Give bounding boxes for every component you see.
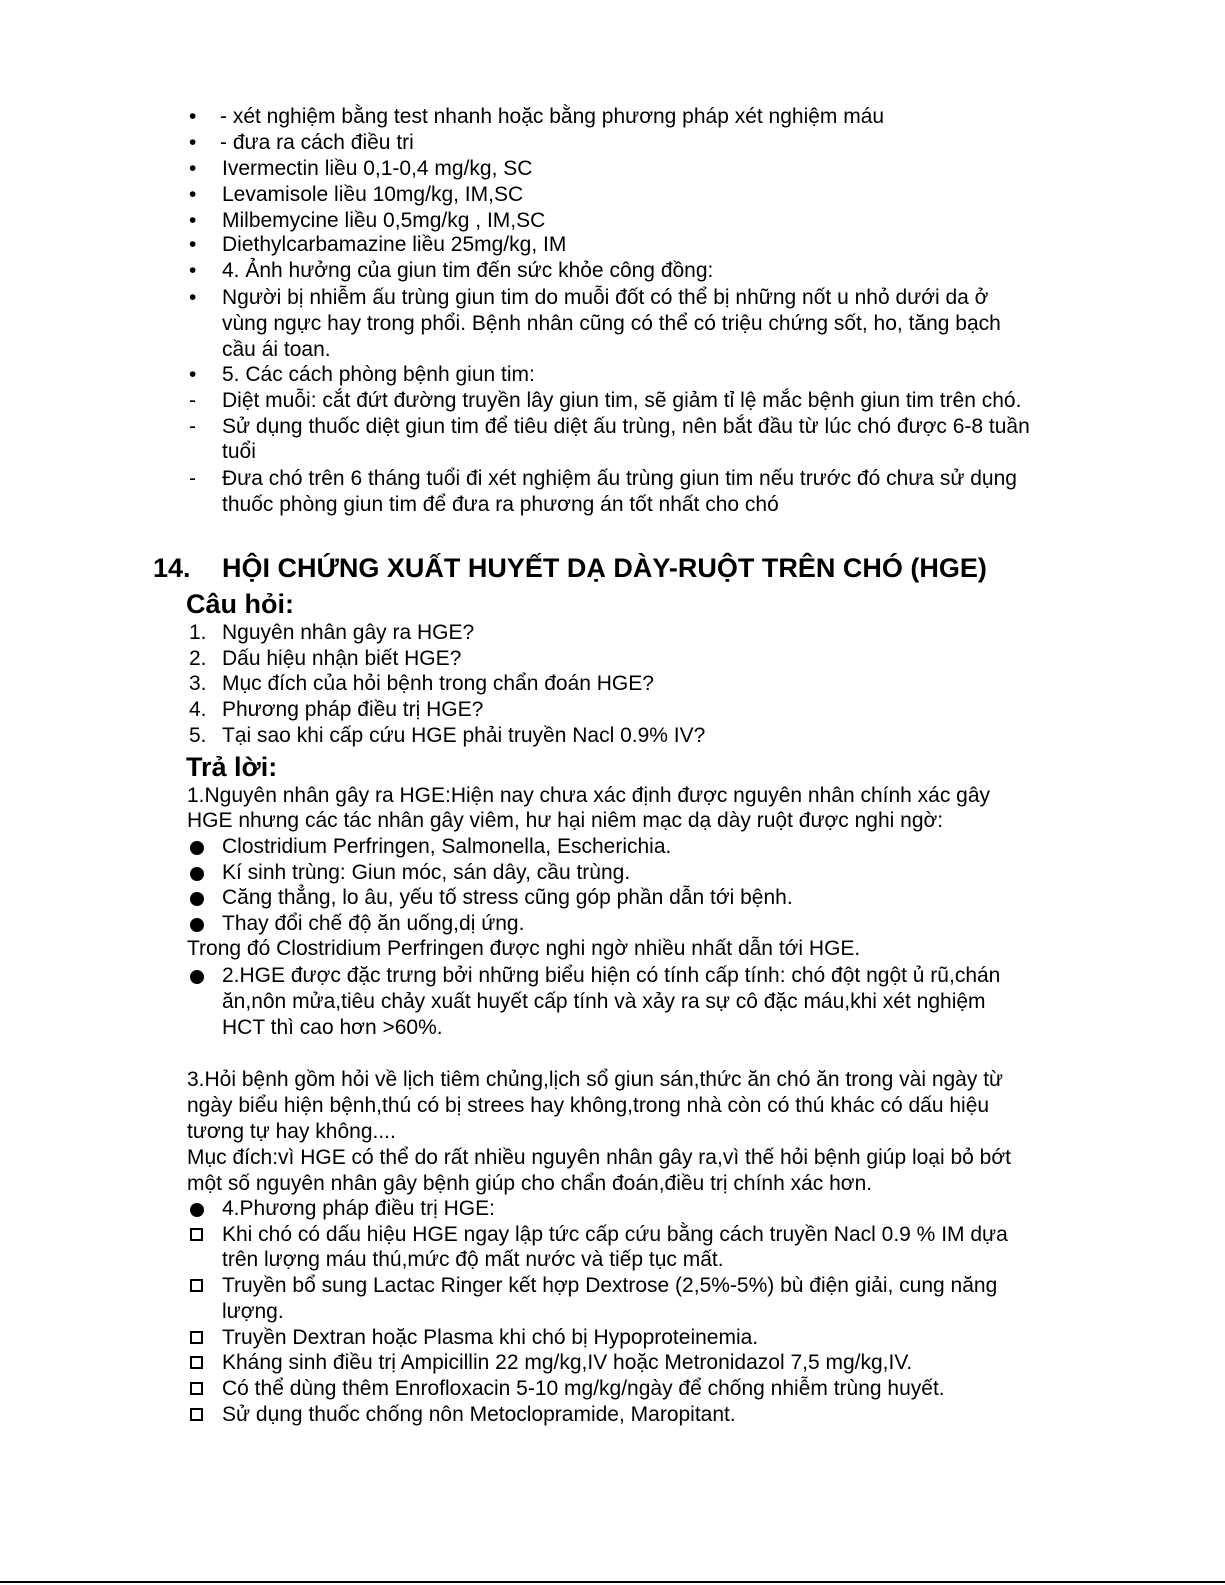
question-number: 1. [189, 621, 207, 644]
checkbox-square-icon [190, 1356, 203, 1369]
list-item: Diệt muỗi: cắt đứt đường truyền lây giun tim, sẽ giảm tỉ lệ mắc bệnh giun tim trên chó. [222, 389, 1022, 412]
list-item: Clostridium Perfringen, Salmonella, Escherichia. [222, 835, 672, 858]
answer-paragraph-line: Mục đích:vì HGE có thể do rất nhiều nguyên nhân gây ra,vì thế hỏi bệnh giúp loại bỏ bớt [187, 1146, 1011, 1169]
question-number: 2. [189, 647, 207, 670]
list-item: 5. Các cách phòng bệnh giun tim: [222, 363, 535, 386]
bullet-dot [190, 970, 204, 984]
list-item: Kháng sinh điều trị Ampicillin 22 mg/kg,IV hoặc Metronidazol 7,5 mg/kg,IV. [222, 1351, 913, 1374]
bullet-dot [190, 892, 204, 906]
list-item: 4.Phương pháp điều trị HGE: [222, 1197, 495, 1220]
bullet-marker: • [189, 131, 197, 154]
list-item: Có thể dùng thêm Enrofloxacin 5-10 mg/kg/ngày để chống nhiễm trùng huyết. [222, 1377, 945, 1400]
list-item: Levamisole liều 10mg/kg, IM,SC [222, 183, 524, 206]
answer-paragraph-line: ăn,nôn mửa,tiêu chảy xuất huyết cấp tính và xảy ra sự cô đặc máu,khi xét nghiệm [222, 990, 986, 1013]
list-item-line: Khi chó có dấu hiệu HGE ngay lập tức cấp cứu bằng cách truyền Nacl 0.9 % IM dựa [222, 1223, 1008, 1246]
list-item: Ivermectin liều 0,1-0,4 mg/kg, SC [222, 157, 533, 180]
dash-marker: - [189, 389, 196, 412]
bullet-marker: • [189, 209, 197, 232]
list-item-line: thuốc phòng giun tim để đưa ra phương án tốt nhất cho chó [222, 493, 779, 516]
list-item-line: tuổi [222, 440, 256, 463]
answer-paragraph-line: Trong đó Clostridium Perfringen được nghi ngờ nhiều nhất dẫn tới HGE. [187, 937, 861, 960]
list-item-line: Người bị nhiễm ấu trùng giun tim do muỗi đốt có thể bị những nốt u nhỏ dưới da ở [222, 286, 989, 309]
dash-marker: - [189, 467, 196, 490]
questions-label: Câu hỏi: [186, 589, 294, 619]
question-text: Nguyên nhân gây ra HGE? [222, 621, 475, 644]
answer-paragraph-line: một số nguyên nhân gây bệnh giúp cho chẩn đoán,điều trị chính xác hơn. [187, 1172, 873, 1195]
page-bottom-rule [0, 1581, 1225, 1583]
section-title: HỘI CHỨNG XUẤT HUYẾT DẠ DÀY-RUỘT TRÊN CHÓ (HGE) [222, 553, 987, 583]
list-item-line: cầu ái toan. [222, 338, 331, 361]
question-text: Phương pháp điều trị HGE? [222, 698, 484, 721]
dash-marker: - [189, 415, 196, 438]
answer-paragraph-line: ngày biểu hiện bệnh,thú có bị strees hay không,trong nhà còn có thú khác có dấu hiệu [187, 1094, 990, 1117]
bullet-dot [190, 1203, 204, 1217]
bullet-marker: • [189, 183, 197, 206]
bullet-marker: • [189, 286, 197, 309]
bullet-marker: • [189, 259, 197, 282]
question-number: 3. [189, 672, 207, 695]
question-number: 4. [189, 698, 207, 721]
checkbox-square-icon [190, 1331, 203, 1344]
question-text: Mục đích của hỏi bệnh trong chẩn đoán HGE? [222, 672, 654, 695]
question-number: 5. [189, 724, 207, 747]
list-item: Diethylcarbamazine liều 25mg/kg, IM [222, 233, 567, 256]
list-item: Căng thẳng, lo âu, yếu tố stress cũng góp phần dẫn tới bệnh. [222, 886, 793, 909]
bullet-dot [190, 841, 204, 855]
list-item-line: lượng. [222, 1300, 284, 1323]
bullet-dot [190, 867, 204, 881]
list-item: 4. Ảnh hưởng của giun tim đến sức khỏe công đồng: [222, 259, 714, 282]
list-item-line: trên lượng máu thú,mức độ mất nước và tiếp tục mất. [222, 1248, 724, 1271]
answer-paragraph-line: HCT thì cao hơn >60%. [222, 1016, 443, 1039]
answer-paragraph-line: 1.Nguyên nhân gây ra HGE:Hiện nay chưa xác định được nguyên nhân chính xác gây [187, 784, 991, 807]
list-item: Thay đổi chế độ ăn uống,dị ứng. [222, 912, 525, 935]
answer-paragraph-line: HGE nhưng các tác nhân gây viêm, hư hại niêm mạc dạ dày ruột được nghi ngờ: [187, 809, 944, 832]
checkbox-square-icon [190, 1228, 203, 1241]
list-item-line: Sử dụng thuốc diệt giun tim để tiêu diệt ấu trùng, nên bắt đầu từ lúc chó được 6-8 tuần [222, 415, 1030, 438]
list-item-line: vùng ngực hay trong phổi. Bệnh nhân cũng có thể có triệu chứng sốt, ho, tăng bạch [222, 312, 1001, 335]
section-number: 14. [153, 553, 191, 583]
question-text: Dấu hiệu nhận biết HGE? [222, 647, 462, 670]
answer-paragraph-line: tương tự hay không.... [187, 1120, 396, 1143]
list-item: Truyền Dextran hoặc Plasma khi chó bị Hypoproteinemia. [222, 1326, 759, 1349]
list-item: Milbemycine liều 0,5mg/kg , IM,SC [222, 209, 546, 232]
answer-paragraph-line: 3.Hỏi bệnh gồm hỏi về lịch tiêm chủng,lịch sổ giun sán,thức ăn chó ăn trong vài ngày từ [187, 1068, 1004, 1091]
checkbox-square-icon [190, 1279, 203, 1292]
list-item: Sử dụng thuốc chống nôn Metoclopramide, Maropitant. [222, 1403, 736, 1426]
question-text: Tại sao khi cấp cứu HGE phải truyền Nacl 0.9% IV? [222, 724, 706, 747]
list-item: - đưa ra cách điều tri [220, 131, 414, 154]
bullet-marker: • [189, 105, 197, 128]
bullet-marker: • [189, 363, 197, 386]
checkbox-square-icon [190, 1382, 203, 1395]
list-item-line: Truyền bổ sung Lactac Ringer kết hợp Dextrose (2,5%-5%) bù điện giải, cung năng [222, 1274, 998, 1297]
list-item: Kí sinh trùng: Giun móc, sán dây, cầu trùng. [222, 861, 631, 884]
bullet-dot [190, 918, 204, 932]
list-item-line: Đưa chó trên 6 tháng tuổi đi xét nghiệm ấu trùng giun tim nếu trước đó chưa sử dụng [222, 467, 1017, 490]
list-item: - xét nghiệm bằng test nhanh hoặc bằng phương pháp xét nghiệm máu [220, 105, 885, 128]
answers-label: Trả lời: [186, 752, 278, 782]
checkbox-square-icon [190, 1408, 203, 1421]
bullet-marker: • [189, 233, 197, 256]
bullet-marker: • [189, 157, 197, 180]
answer-paragraph-line: 2.HGE được đặc trưng bởi những biểu hiện có tính cấp tính: chó đột ngột ủ rũ,chán [222, 964, 1001, 987]
